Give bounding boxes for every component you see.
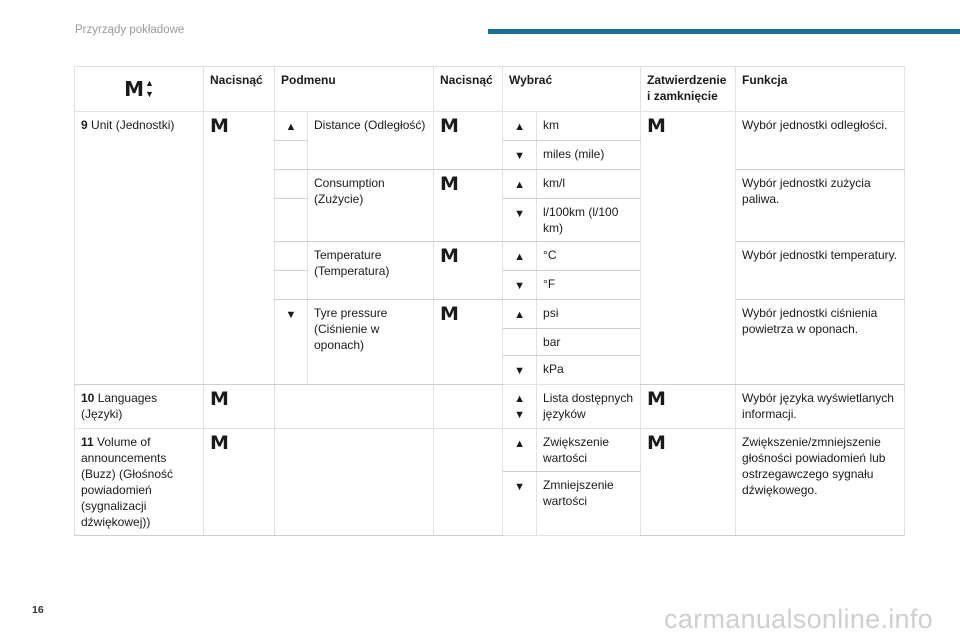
empty-cell [434, 385, 503, 429]
empty-cell [275, 141, 308, 170]
m-key-cell [204, 429, 275, 536]
arrow-up-icon: ▲ [503, 300, 537, 329]
row-label-units: 9 Unit (Jednostki) [75, 112, 204, 385]
submenu-consumption: Consumption (Zużycie) [308, 170, 434, 242]
submenu-temperature: Temperature (Temperatura) [308, 242, 434, 300]
empty-cell [503, 329, 537, 356]
empty-cell [275, 199, 308, 242]
arrow-down-icon: ▼ [275, 300, 308, 385]
arrow-down-icon: ▼ [503, 271, 537, 300]
confirm-cell [641, 385, 736, 429]
arrow-up-icon: ▲ [514, 393, 525, 405]
arrow-up-icon: ▲ [275, 112, 308, 141]
m-button-icon: M [440, 115, 459, 137]
m-button-icon: M [440, 303, 459, 325]
arrow-down-icon: ▼ [514, 409, 525, 421]
m-key-cell [204, 385, 275, 429]
function-languages: Wybór języka wyświetlanych informacji. [736, 385, 905, 429]
m-key-cell [434, 112, 503, 170]
m-key-cell [434, 170, 503, 242]
section-accent-bar [488, 29, 960, 34]
submenu-tyre-pressure: Tyre pressure (Ciśnienie w oponach) [308, 300, 434, 385]
submenu-distance: Distance (Odległość) [308, 112, 434, 170]
function-tyre-pressure: Wybór jednostki ciśnienia powietrza w oponach. [736, 300, 905, 385]
option-decrease: Zmniejszenie wartości [537, 472, 641, 536]
arrow-up-icon: ▲ [503, 170, 537, 199]
arrow-down-icon: ▼ [144, 89, 154, 99]
option-l100km: l/100km (l/100 km) [537, 199, 641, 242]
header-confirm: Zatwierdzenie i zamknięcie [641, 67, 736, 112]
header-select: Wybrać [503, 67, 641, 112]
m-key-cell [204, 112, 275, 385]
m-button-icon: M [124, 77, 144, 101]
empty-cell [434, 429, 503, 536]
confirm-cell [641, 112, 736, 385]
confirm-cell [641, 429, 736, 536]
table-row [75, 429, 905, 472]
arrow-up-icon: ▲ [503, 242, 537, 271]
section-title: Przyrządy pokładowe [75, 24, 185, 36]
arrow-down-icon: ▼ [503, 472, 537, 536]
select-languages: Lista dostępnych języków [537, 385, 641, 429]
arrow-up-icon: ▲ [503, 112, 537, 141]
watermark: carmanualsonline.info [664, 604, 933, 634]
arrow-up-icon: ▲ [144, 78, 154, 88]
arrow-down-icon: ▼ [503, 356, 537, 385]
m-button-icon: M [647, 115, 666, 137]
header-submenu: Podmenu [275, 67, 434, 112]
function-consumption: Wybór jednostki zużycia paliwa. [736, 170, 905, 242]
option-increase: Zwiększenie wartości [537, 429, 641, 472]
option-kpa: kPa [537, 356, 641, 385]
m-key-cell [434, 300, 503, 385]
m-button-icon: M [440, 173, 459, 195]
option-miles: miles (mile) [537, 141, 641, 170]
row-label-volume: 11 Volume of announcements (Buzz) (Głośność powiadomień (sygnalizacji dźwiękowej)) [75, 429, 204, 536]
function-volume: Zwiększenie/zmniejszenie głośności powiadomień lub ostrzegawczego sygnału dźwiękowego. [736, 429, 905, 536]
m-button-icon: M [647, 388, 666, 410]
empty-cell [275, 429, 434, 536]
m-button-icon: M [210, 432, 229, 454]
m-key-cell [434, 242, 503, 300]
header-press-2: Nacisnąć [434, 67, 503, 112]
m-button-icon: M [210, 388, 229, 410]
option-fahrenheit: °F [537, 271, 641, 300]
empty-cell [275, 170, 308, 199]
option-km: km [537, 112, 641, 141]
function-temperature: Wybór jednostki temperatury. [736, 242, 905, 300]
header-icon-cell [75, 67, 204, 112]
m-button-icon: M [210, 115, 229, 137]
page-number: 16 [32, 604, 44, 616]
header-function: Funkcja [736, 67, 905, 112]
arrow-down-icon: ▼ [503, 141, 537, 170]
option-kml: km/l [537, 170, 641, 199]
arrow-down-icon: ▼ [503, 199, 537, 242]
option-celsius: °C [537, 242, 641, 271]
table-header-row [75, 67, 905, 112]
empty-cell [275, 271, 308, 300]
m-button-icon: M [440, 245, 459, 267]
option-bar: bar [537, 329, 641, 356]
option-psi: psi [537, 300, 641, 329]
row-label-languages: 10 Languages (Języki) [75, 385, 204, 429]
empty-cell [275, 385, 434, 429]
settings-table [74, 66, 905, 536]
arrow-up-icon: ▲ [503, 429, 537, 472]
empty-cell [275, 242, 308, 271]
m-button-icon: M [647, 432, 666, 454]
table-row [75, 112, 905, 141]
table-row [75, 385, 905, 429]
arrow-up-down-icons [503, 385, 537, 429]
function-distance: Wybór jednostki odległości. [736, 112, 905, 170]
header-press: Nacisnąć [204, 67, 275, 112]
